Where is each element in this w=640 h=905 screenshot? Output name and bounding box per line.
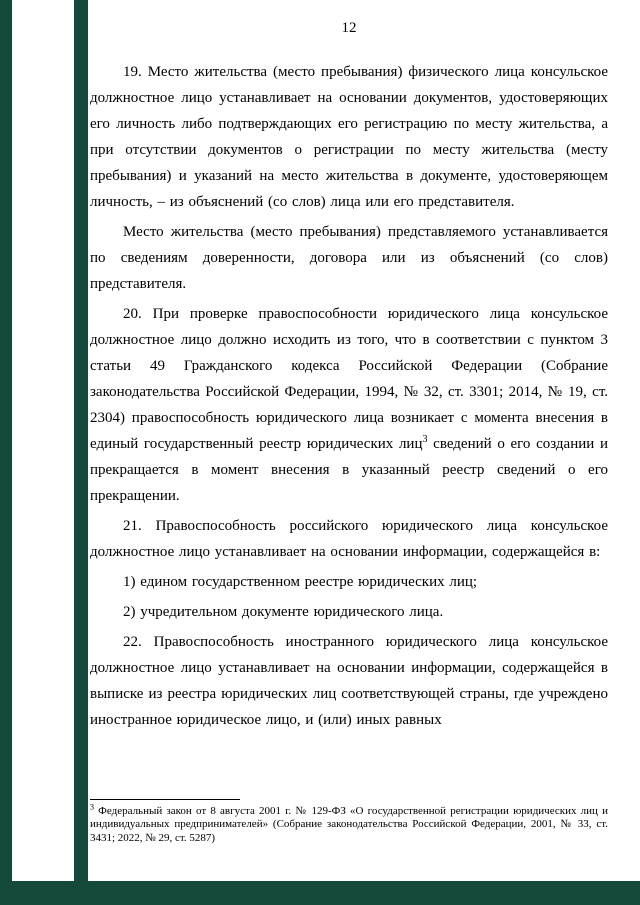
paragraph-20-text-after: сведений о его создании и прекращается в момент внесения в указанный реестр сведений о его прекращении. (90, 436, 608, 504)
footnote-block (90, 799, 608, 846)
footnote-text (90, 801, 608, 846)
footnote-marker: 3 (90, 801, 94, 811)
paragraph-19-continued: Место жительства (место пребывания) представляемого устанавливается по сведениям доверенности, договора или из объяснений (со слов) представителя. (90, 224, 608, 292)
paragraph-19: 19. Место жительства (место пребывания) физического лица консульское должностное лицо устанавливает на основании документов, удостоверяющих его личность либо подтверждающих его регистрацию по месту жительства, а при отсутствии документов о регистрации по месту жительства (месту пребывания) и указаний на место жительства в документе, удостоверяющем личность, – из объяснений (со слов) лица или его представителя. (90, 64, 608, 210)
scan-border-left-inner (74, 0, 88, 905)
scan-border-bottom (0, 881, 640, 905)
list-item-2: 2) учредительном документе юридического лица. (123, 604, 444, 620)
paragraph-22: 22. Правоспособность иностранного юридического лица консульское должностное лицо устанавливает на основании информации, содержащейся в выписке из реестра юридических лиц соответствующей страны, где учреждено иностранное юридическое лицо, и (или) иных равных (90, 634, 608, 728)
paragraph-21: 21. Правоспособность российского юридического лица консульское должностное лицо устанавливает на основании информации, содержащейся в: (90, 518, 608, 560)
paragraph-20 (90, 301, 608, 509)
paragraph-20-text-before: 20. При проверке правоспособности юридического лица консульское должностное лицо должно исходить из того, что в соответствии с пунктом 3 статьи 49 Гражданского кодекса Российской Федерации (Собрание законодательства Российской Федерации, 1994, № 32, ст. 3301; 2014, № 19, ст. 2304) правоспособность юридического лица возникает с момента внесения в единый государственный реестр юридических лиц (90, 306, 608, 452)
footnote-body: Федеральный закон от 8 августа 2001 г. № 129-ФЗ «О государственной регистрации юридических лиц и индивидуальных предпринимателей» (Собрание законодательства Российской Федерации, 2001, № 33, ст. 3431; 2022, № 29, ст. 5287) (90, 804, 608, 844)
footnote-reference-3: 3 (422, 434, 428, 445)
list-item-1: 1) едином государственном реестре юридических лиц; (123, 574, 478, 590)
page-number: 12 (341, 20, 357, 36)
scan-border-left-outer (0, 0, 12, 905)
document-page (88, 0, 640, 881)
footnote-separator-rule (90, 799, 240, 800)
